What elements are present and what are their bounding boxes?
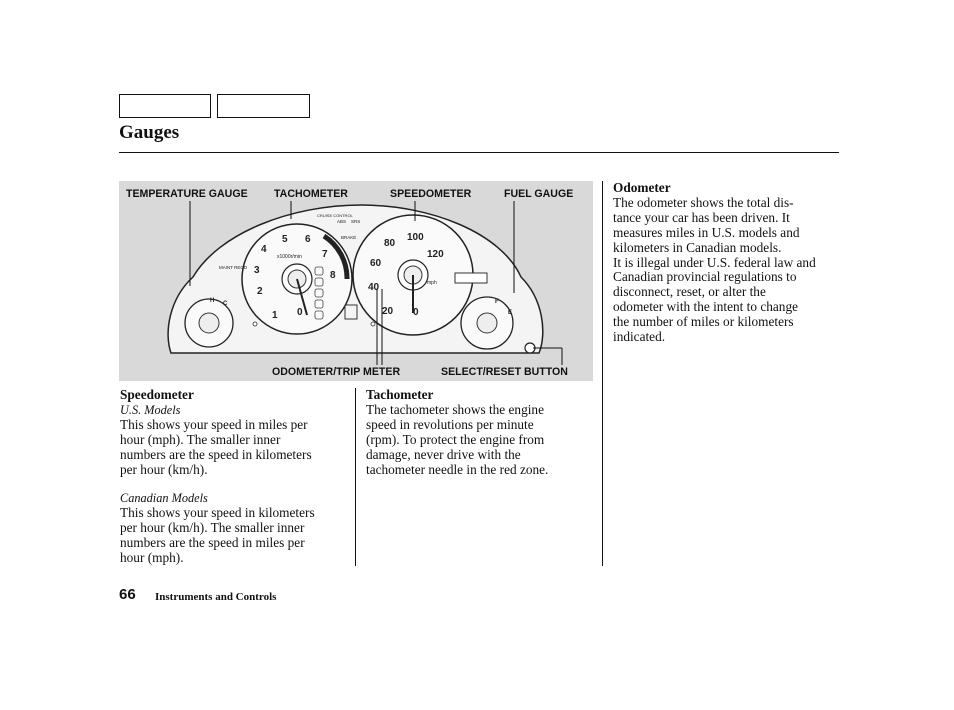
body-line: This shows your speed in kilometers — [120, 505, 315, 521]
body-line: The tachometer shows the engine — [366, 401, 544, 417]
instrument-panel-illustration — [119, 181, 593, 381]
brake-indicator: BRAKE — [341, 235, 357, 240]
speedo-number: 120 — [427, 249, 444, 260]
instrument-panel-figure — [119, 181, 593, 381]
select-reset-button-label: SELECT/RESET BUTTON — [441, 366, 568, 378]
indicator-light — [253, 322, 257, 326]
odometer-trip-meter-label: ODOMETER/TRIP METER — [272, 366, 401, 378]
footer-section-name: Instruments and Controls — [155, 591, 277, 603]
nav-tab-box[interactable] — [217, 94, 310, 118]
speedo-number: 0 — [413, 307, 419, 318]
tach-number: 8 — [330, 270, 336, 281]
temperature-gauge-label: TEMPERATURE GAUGE — [126, 188, 248, 200]
column-divider — [355, 388, 356, 566]
section-heading: Speedometer — [120, 387, 194, 402]
page-title: Gauges — [119, 122, 180, 143]
tach-number: 4 — [261, 244, 267, 255]
tach-number: 2 — [257, 286, 263, 297]
body-line: per hour (km/h). The smaller inner — [120, 520, 305, 536]
speedo-number: 80 — [384, 238, 396, 249]
canadian-models-label: Canadian Models — [120, 491, 208, 506]
tach-number: 7 — [322, 249, 328, 260]
odometer-section — [613, 181, 841, 345]
indicator-light — [371, 322, 375, 326]
fuel-empty-mark: E — [508, 310, 513, 316]
tachometer-label: TACHOMETER — [274, 188, 348, 200]
speedo-number: 40 — [368, 282, 380, 293]
maint-reqd-indicator: MAINT REQD — [219, 265, 248, 270]
body-line: The odometer shows the total dis- — [613, 194, 794, 210]
tach-number: 6 — [305, 234, 311, 245]
speedo-unit: mph — [427, 280, 437, 286]
body-line: damage, never drive with the — [366, 446, 521, 462]
body-line: indicated. — [613, 329, 666, 345]
body-line: odometer with the intent to change — [613, 299, 798, 315]
page-number: 66 — [119, 586, 136, 603]
tach-number: 0 — [297, 307, 303, 318]
section-heading: Tachometer — [366, 387, 434, 402]
speedo-number: 60 — [370, 258, 382, 269]
tach-number: 5 — [282, 234, 288, 245]
tachometer-section — [366, 388, 598, 477]
body-line: (rpm). To protect the engine from — [366, 431, 545, 447]
body-line: hour (mph). The smaller inner — [120, 431, 281, 447]
temp-cold-mark: C — [223, 301, 228, 307]
tach-number: 3 — [254, 265, 260, 276]
body-line: measures miles in U.S. models and — [613, 224, 800, 240]
body-line: kilometers in Canadian models. — [613, 239, 782, 255]
cruise-control-indicator: CRUISE CONTROL — [317, 213, 353, 218]
nav-tab-box[interactable] — [119, 94, 211, 118]
tach-unit: x1000r/min — [277, 254, 302, 260]
abs-indicator: ABS — [337, 219, 347, 224]
tachometer-dial — [242, 224, 352, 334]
body-line: per hour (km/h). — [120, 461, 208, 477]
column-divider — [602, 181, 603, 566]
body-line: speed in revolutions per minute — [366, 416, 534, 432]
speedo-number: 20 — [382, 306, 394, 317]
us-models-label: U.S. Models — [120, 402, 181, 417]
speedometer-label: SPEEDOMETER — [390, 188, 472, 200]
srs-indicator: SRS — [351, 219, 361, 224]
body-line: numbers are the speed in kilometers — [120, 446, 312, 462]
body-line: Canadian provincial regulations to — [613, 269, 797, 285]
fuel-gauge-label: FUEL GAUGE — [504, 188, 574, 200]
fuel-gauge-dial — [461, 297, 513, 349]
fuel-full-mark: F — [495, 299, 499, 305]
body-line: the number of miles or kilometers — [613, 314, 794, 330]
speedometer-section — [120, 388, 348, 566]
speedo-number: 100 — [407, 232, 424, 243]
body-line: tance your car has been driven. It — [613, 209, 790, 225]
temp-hot-mark: H — [210, 298, 215, 304]
body-line: disconnect, reset, or alter the — [613, 284, 766, 300]
tach-number: 1 — [272, 310, 278, 321]
body-line: This shows your speed in miles per — [120, 416, 308, 432]
odometer-display — [455, 273, 487, 283]
title-rule — [119, 152, 839, 153]
section-heading: Odometer — [613, 180, 671, 195]
body-line: hour (mph). — [120, 550, 184, 566]
body-line: tachometer needle in the red zone. — [366, 461, 549, 477]
body-line: It is illegal under U.S. federal law and — [613, 254, 816, 270]
body-line: numbers are the speed in miles per — [120, 535, 305, 551]
